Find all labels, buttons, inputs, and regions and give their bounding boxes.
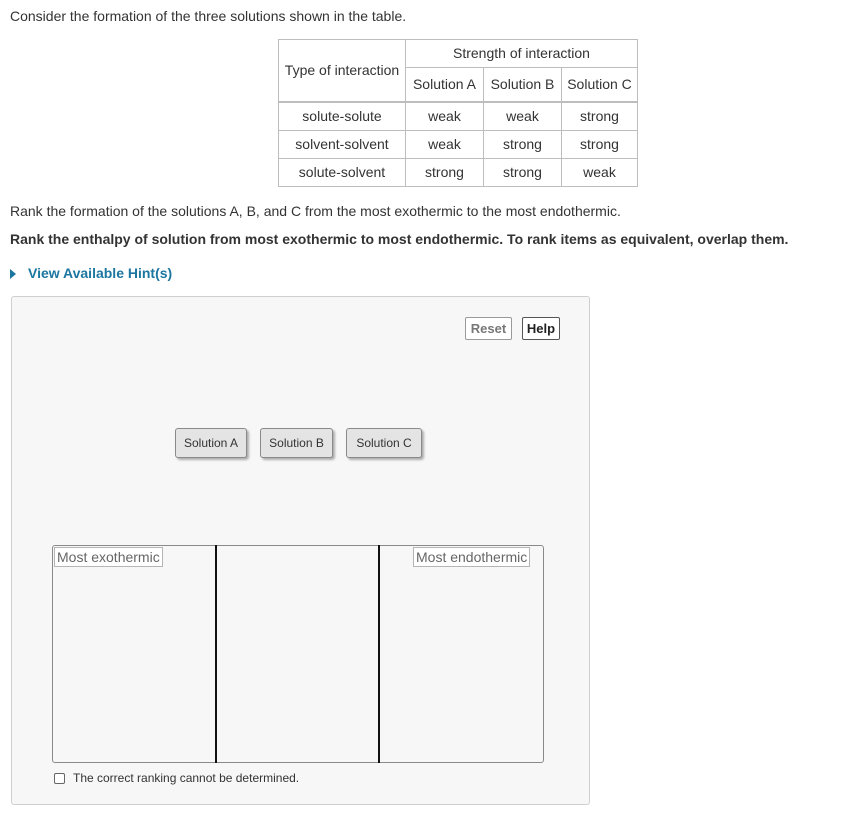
cannot-determine-label: The correct ranking cannot be determined. [73, 771, 300, 785]
row-type: solute-solvent [279, 158, 406, 186]
hint-link-label: View Available Hint(s) [28, 265, 173, 281]
table-row [279, 130, 638, 158]
cell-solution-a: weak [406, 130, 484, 158]
interaction-table [278, 39, 638, 187]
table-row [279, 158, 638, 186]
rank-instruction: Rank the enthalpy of solution from most exothermic to most endothermic. To rank items as equivalent, overlap them. [10, 231, 789, 247]
chip-solution-c[interactable]: Solution C [346, 428, 422, 458]
header-solution-b: Solution B [484, 67, 562, 101]
chip-solution-b[interactable]: Solution B [260, 428, 333, 458]
bin-divider [215, 545, 217, 763]
cell-solution-b: strong [484, 130, 562, 158]
chip-solution-a[interactable]: Solution A [175, 428, 247, 458]
header-solution-c: Solution C [562, 67, 638, 101]
most-endothermic-label: Most endothermic [413, 547, 530, 567]
reset-button[interactable]: Reset [465, 317, 512, 340]
cannot-determine-row[interactable] [54, 771, 299, 785]
header-type-of-interaction: Type of interaction [279, 40, 406, 102]
cell-solution-a: strong [406, 158, 484, 186]
rank-prompt: Rank the formation of the solutions A, B, and C from the most exothermic to the most endothermic. [10, 203, 621, 219]
cell-solution-a: weak [406, 102, 484, 131]
help-button[interactable]: Help [522, 317, 560, 340]
cell-solution-b: weak [484, 102, 562, 131]
most-exothermic-label: Most exothermic [54, 547, 163, 567]
table-row [279, 102, 638, 131]
row-type: solvent-solvent [279, 130, 406, 158]
cannot-determine-checkbox[interactable] [54, 773, 65, 784]
expand-triangle-icon [10, 269, 16, 279]
ranking-bins[interactable] [52, 545, 544, 763]
cell-solution-c: strong [562, 102, 638, 131]
view-hints-link[interactable] [10, 265, 172, 281]
cell-solution-b: strong [484, 158, 562, 186]
row-type: solute-solute [279, 102, 406, 131]
bin-divider [378, 545, 380, 763]
cell-solution-c: strong [562, 130, 638, 158]
header-solution-a: Solution A [406, 67, 484, 101]
intro-text: Consider the formation of the three solutions shown in the table. [10, 8, 407, 24]
header-strength-of-interaction: Strength of interaction [406, 40, 638, 68]
cell-solution-c: weak [562, 158, 638, 186]
